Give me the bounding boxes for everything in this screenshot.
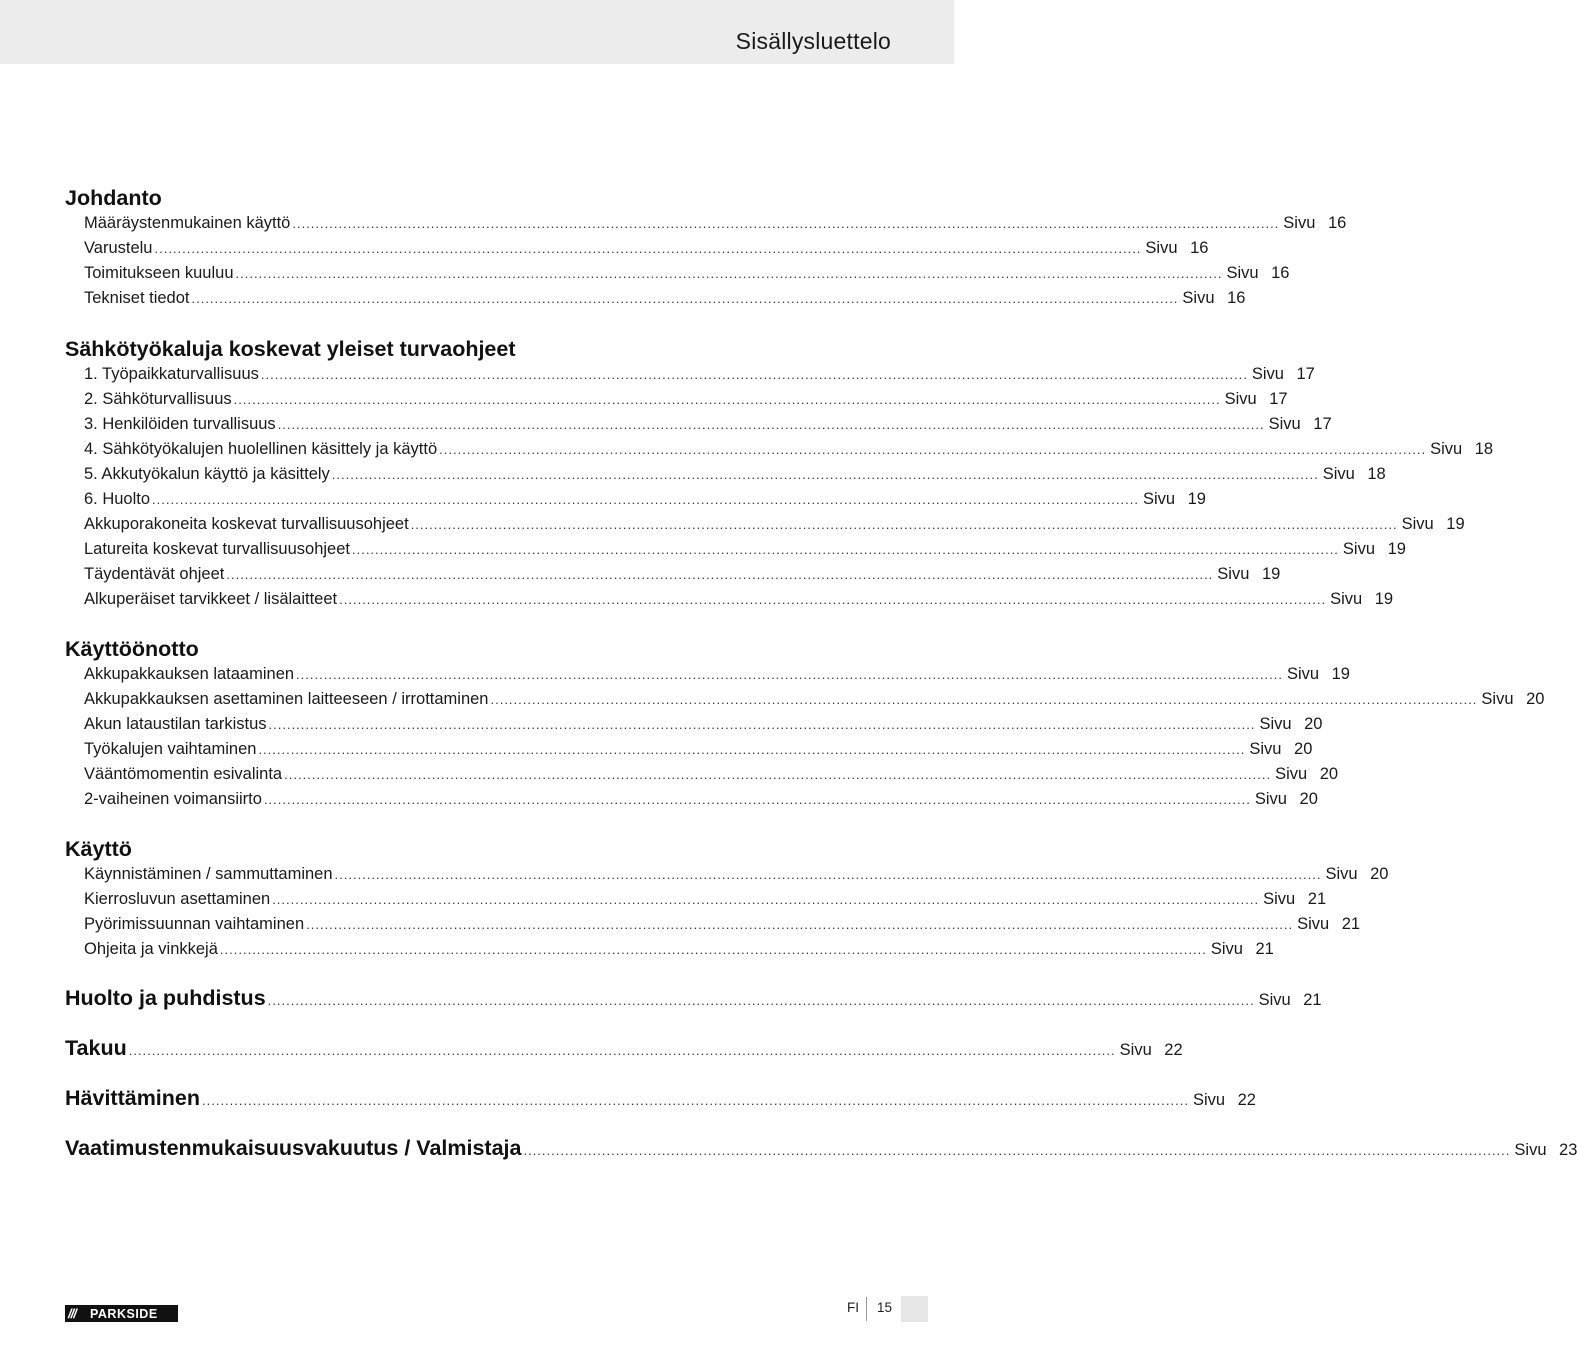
entry-page: 20	[1294, 740, 1313, 758]
entry-sivu: Sivu	[1283, 214, 1316, 232]
header-bar	[0, 0, 954, 64]
dot-leader: ......................................................................................................................................................................................................................	[272, 892, 1260, 907]
entry-page: 22	[1164, 1041, 1183, 1059]
entry-label: Akun lataustilan tarkistus	[84, 715, 267, 733]
dot-leader: ......................................................................................................................................................................................................................	[523, 1143, 1511, 1158]
entry-page: 19	[1387, 540, 1406, 558]
entry-sivu: Sivu	[1275, 765, 1308, 783]
entry-label: Työkalujen vaihtaminen	[84, 740, 257, 758]
section-heading: Käyttö	[65, 837, 132, 861]
entry-sivu: Sivu	[1217, 565, 1250, 583]
entry-label: Akkupakkauksen asettaminen laitteeseen / irrottaminen	[84, 690, 489, 708]
language-code: FI	[847, 1300, 859, 1315]
entry-label: 3. Henkilöiden turvallisuus	[84, 415, 276, 433]
parkside-logo	[65, 1305, 178, 1322]
entry-sivu: Sivu	[1514, 1141, 1547, 1159]
entry-label: Kierrosluvun asettaminen	[84, 890, 271, 908]
entry-label: 4. Sähkötyökalujen huolellinen käsittely ja käyttö	[84, 440, 438, 458]
entry-page: 21	[1341, 915, 1361, 933]
toc-entry[interactable]	[84, 590, 1394, 609]
entry-page: 21	[1303, 991, 1322, 1009]
logo-brand: PARKSIDE	[90, 1306, 158, 1321]
entry-sivu: Sivu	[1119, 1041, 1152, 1059]
entry-sivu: Sivu	[1249, 740, 1282, 758]
dot-leader: ......................................................................................................................................................................................................................	[152, 492, 1139, 507]
dot-leader: ......................................................................................................................................................................................................................	[331, 467, 1319, 482]
toc-major-entry[interactable]	[65, 986, 1322, 1011]
dot-leader: ......................................................................................................................................................................................................................	[219, 942, 1207, 957]
entry-page: 17	[1269, 390, 1288, 408]
entry-label: Määräystenmukainen käyttö	[84, 214, 291, 232]
entry-sivu: Sivu	[1322, 465, 1355, 483]
entry-page: 16	[1327, 214, 1347, 232]
entry-label: Toimitukseen kuuluu	[84, 264, 234, 282]
dot-leader: ......................................................................................................................................................................................................................	[296, 667, 1283, 682]
toc-entry[interactable]	[84, 214, 1347, 233]
toc-entry[interactable]	[84, 239, 1209, 258]
dot-leader: ......................................................................................................................................................................................................................	[292, 216, 1280, 231]
entry-page: 20	[1304, 715, 1323, 733]
dot-leader: ......................................................................................................................................................................................................................	[339, 592, 1327, 607]
toc-entry[interactable]	[84, 690, 1545, 709]
footer-divider	[866, 1297, 867, 1321]
dot-leader: ......................................................................................................................................................................................................................	[268, 717, 1256, 732]
entry-label: Latureita koskevat turvallisuusohjeet	[84, 540, 350, 558]
logo-stripes: ///	[68, 1306, 76, 1321]
toc-entry[interactable]	[84, 740, 1313, 759]
section-heading: Käyttöönotto	[65, 637, 199, 661]
entry-page: 20	[1526, 690, 1545, 708]
entry-page: 19	[1331, 665, 1350, 683]
entry-sivu: Sivu	[1430, 440, 1463, 458]
entry-label: Takuu	[65, 1036, 127, 1060]
dot-leader: ......................................................................................................................................................................................................................	[277, 417, 1265, 432]
toc-entry[interactable]	[84, 390, 1288, 409]
dot-leader: ......................................................................................................................................................................................................................	[263, 792, 1251, 807]
toc-entry[interactable]	[84, 665, 1350, 684]
toc-entry[interactable]	[84, 289, 1246, 308]
entry-page: 19	[1446, 515, 1465, 533]
toc-entry[interactable]	[84, 865, 1389, 884]
entry-sivu: Sivu	[1192, 1091, 1226, 1109]
entry-page: 20	[1370, 865, 1389, 883]
dot-leader: ......................................................................................................................................................................................................................	[258, 742, 1246, 757]
toc-entry[interactable]	[84, 515, 1465, 534]
entry-sivu: Sivu	[1224, 390, 1257, 408]
dot-leader: ......................................................................................................................................................................................................................	[306, 917, 1294, 932]
entry-sivu: Sivu	[1259, 715, 1292, 733]
entry-page: 21	[1307, 890, 1327, 908]
entry-sivu: Sivu	[1401, 515, 1434, 533]
entry-label: Akkupakkauksen lataaminen	[84, 665, 295, 683]
toc-entry[interactable]	[84, 264, 1290, 283]
toc-entry[interactable]	[84, 565, 1281, 584]
entry-page: 17	[1313, 415, 1332, 433]
toc-entry[interactable]	[84, 415, 1332, 434]
entry-page: 22	[1237, 1091, 1256, 1109]
entry-sivu: Sivu	[1142, 490, 1176, 508]
dot-leader: ......................................................................................................................................................................................................................	[410, 517, 1398, 532]
entry-page: 21	[1255, 940, 1274, 958]
toc-entry[interactable]	[84, 915, 1361, 934]
dot-leader: ......................................................................................................................................................................................................................	[439, 442, 1427, 457]
dot-leader: ......................................................................................................................................................................................................................	[351, 542, 1339, 557]
toc-entry[interactable]	[84, 790, 1318, 809]
entry-label: Akkuporakoneita koskevat turvallisuusohjeet	[84, 515, 409, 533]
entry-page: 23	[1559, 1141, 1577, 1159]
dot-leader: ......................................................................................................................................................................................................................	[267, 993, 1255, 1008]
entry-label: Vääntömomentin esivalinta	[84, 765, 283, 783]
entry-sivu: Sivu	[1182, 289, 1215, 307]
entry-label: 2-vaiheinen voimansiirto	[84, 790, 262, 808]
toc-major-entry[interactable]	[65, 1136, 1577, 1161]
entry-label: Hävittäminen	[65, 1086, 201, 1110]
entry-label: 1. Työpaikkaturvallisuus	[84, 365, 259, 383]
toc-major-entry[interactable]	[65, 1036, 1183, 1061]
entry-sivu: Sivu	[1254, 790, 1287, 808]
section-heading: Sähkötyökaluja koskevat yleiset turvaohjeet	[65, 337, 516, 361]
entry-sivu: Sivu	[1297, 915, 1330, 933]
entry-sivu: Sivu	[1481, 690, 1514, 708]
entry-page: 20	[1299, 790, 1318, 808]
entry-sivu: Sivu	[1263, 890, 1296, 908]
entry-label: Täydentävät ohjeet	[84, 565, 225, 583]
toc-entry[interactable]	[84, 365, 1315, 384]
entry-sivu: Sivu	[1145, 239, 1178, 257]
page-title: Sisällysluettelo	[735, 28, 891, 54]
entry-label: Ohjeita ja vinkkejä	[84, 940, 218, 958]
entry-sivu: Sivu	[1286, 665, 1320, 683]
dot-leader: ......................................................................................................................................................................................................................	[334, 867, 1322, 882]
dot-leader: ......................................................................................................................................................................................................................	[191, 291, 1179, 306]
entry-label: Käynnistäminen / sammuttaminen	[84, 865, 333, 883]
entry-sivu: Sivu	[1210, 940, 1243, 958]
entry-label: 2. Sähköturvallisuus	[84, 390, 232, 408]
toc-entry[interactable]	[84, 715, 1323, 734]
toc-entry[interactable]	[84, 940, 1274, 959]
dot-leader: ......................................................................................................................................................................................................................	[260, 367, 1248, 382]
entry-page: 16	[1271, 264, 1290, 282]
entry-label: Pyörimissuunnan vaihtaminen	[84, 915, 305, 933]
dot-leader: ......................................................................................................................................................................................................................	[284, 767, 1272, 782]
dot-leader: ......................................................................................................................................................................................................................	[202, 1093, 1189, 1108]
entry-page: 18	[1367, 465, 1386, 483]
section-heading: Johdanto	[65, 186, 162, 210]
toc-entry[interactable]	[84, 765, 1339, 784]
entry-sivu: Sivu	[1268, 415, 1301, 433]
dot-leader: ......................................................................................................................................................................................................................	[490, 692, 1478, 707]
entry-label: 6. Huolto	[84, 490, 151, 508]
entry-page: 17	[1296, 365, 1315, 383]
toc-entry[interactable]	[84, 440, 1494, 459]
entry-sivu: Sivu	[1258, 991, 1291, 1009]
entry-page: 19	[1261, 565, 1281, 583]
toc-entry[interactable]	[84, 540, 1406, 559]
entry-sivu: Sivu	[1342, 540, 1376, 558]
entry-page: 18	[1474, 440, 1494, 458]
entry-page: 16	[1190, 239, 1209, 257]
toc-major-entry[interactable]	[65, 1086, 1256, 1111]
dot-leader: ......................................................................................................................................................................................................................	[128, 1043, 1116, 1058]
toc-entry[interactable]	[84, 490, 1206, 509]
dot-leader: ......................................................................................................................................................................................................................	[235, 266, 1223, 281]
entry-label: 5. Akkutyökalun käyttö ja käsittely	[84, 465, 330, 483]
entry-label: Huolto ja puhdistus	[65, 986, 266, 1010]
entry-page: 19	[1187, 490, 1206, 508]
entry-sivu: Sivu	[1251, 365, 1284, 383]
toc-entry[interactable]	[84, 890, 1327, 909]
toc-entry[interactable]	[84, 465, 1386, 484]
entry-label: Tekniset tiedot	[84, 289, 190, 307]
entry-label: Vaatimustenmukaisuusvakuutus / Valmistaja	[65, 1136, 522, 1160]
entry-page: 16	[1227, 289, 1246, 307]
entry-page: 20	[1319, 765, 1339, 783]
entry-sivu: Sivu	[1226, 264, 1259, 282]
entry-page: 19	[1374, 590, 1394, 608]
entry-label: Alkuperäiset tarvikkeet / lisälaitteet	[84, 590, 338, 608]
entry-sivu: Sivu	[1330, 590, 1363, 608]
dot-leader: ......................................................................................................................................................................................................................	[154, 241, 1142, 256]
dot-leader: ......................................................................................................................................................................................................................	[226, 567, 1214, 582]
entry-sivu: Sivu	[1325, 865, 1358, 883]
footer-tab	[901, 1296, 928, 1322]
page-number: 15	[877, 1300, 893, 1315]
entry-label: Varustelu	[84, 239, 153, 257]
dot-leader: ......................................................................................................................................................................................................................	[233, 392, 1221, 407]
